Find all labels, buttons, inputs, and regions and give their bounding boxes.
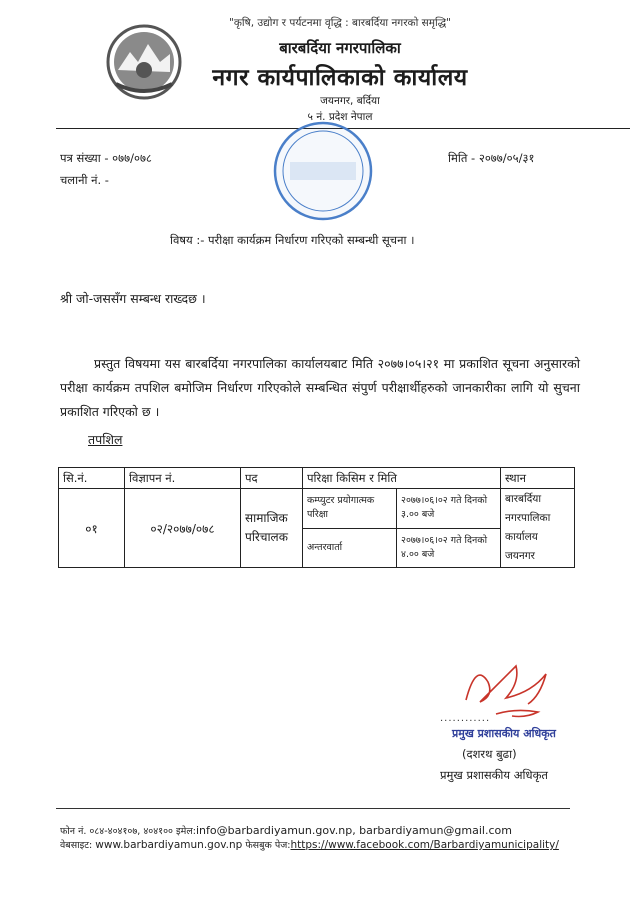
cell-venue: बारबर्दिया नगरपालिका कार्यालय जयनगर [501,489,575,568]
dispatch-number: चलानी नं. - [60,173,109,187]
footer-divider [56,808,570,809]
signatory-designation: प्रमुख प्रशासकीय अधिकृत [440,768,548,782]
office-name: नगर कार्यपालिकाको कार्यालय [212,65,468,91]
exam-schedule-table [58,467,575,568]
reference-number: पत्र संख्या - ०७७/०७८ [60,151,152,165]
cell-sn: ०१ [59,489,125,568]
header-exam-type-date: परिक्षा किसिम र मिति [303,468,501,489]
header-post: पद [241,468,303,489]
address-line-1: जयनगर, बर्दिया [320,95,380,107]
footer-contact [60,824,512,837]
designation-stamp: प्रमुख प्रशासकीय अधिकृत [452,727,556,740]
address-line-2: ५ नं. प्रदेश नेपाल [307,111,373,123]
signatory-name: (दशरथ बुढा) [462,747,517,761]
cell-exam2-date: २०७७।०६।०२ गते दिनको ४.०० बजे [397,528,501,568]
header-sn: सि.नं. [59,468,125,489]
footer-email-label: इमेल: [176,826,196,837]
table-row [59,489,575,529]
footer-phone: फोन नं. ०८४-४०४१०७, ४०४१०० [60,826,173,837]
table-header-row [59,468,575,489]
office-stamp [268,116,378,226]
notice-body: प्रस्तुत विषयमा यस बारबर्दिया नगरपालिका कार्यालयबाट मिति २०७७।०५।२१ मा प्रकाशित सूचना अनुसारको परीक्षा कार्यक्रम तपशिल बमोजिम निर्धारण गरिएकोले सम्बन्धित संपुर्ण परीक्षार्थीहरुको जानकारीका लागि यो सुचना प्रकाशित गरिएको छ । [60,356,580,419]
footer-web [60,838,559,851]
details-label: तपशिल [88,432,123,447]
motto: "कृषि, उद्योग र पर्यटनमा वृद्धि : बारबर्दिया नगरको समृद्धि" [229,17,451,29]
footer-facebook-link[interactable]: https://www.facebook.com/Barbardiyamunicipality/ [290,839,559,851]
footer-email[interactable]: info@barbardiyamun.gov.np, barbardiyamun@gmail.com [196,824,512,837]
header-venue: स्थान [501,468,575,489]
subject-line: विषय :- परीक्षा कार्यक्रम निर्धारण गरिएको सम्बन्धी सूचना । [170,233,415,247]
letter-date: मिति - २०७७/०५/३१ [448,151,535,165]
footer-website[interactable]: www.barbardiyamun.gov.np [95,839,243,851]
salutation: श्री जो-जससँग सम्बन्ध राख्दछ । [60,291,206,306]
cell-exam1-type: कम्प्युटर प्रयोगात्मक परिक्षा [303,489,397,529]
signature-dots: ............ [440,713,491,724]
cell-exam2-type: अन्तरवार्ता [303,528,397,568]
municipality-name: बारबर्दिया नगरपालिका [279,39,401,57]
footer-fb-label: फेसबुक पेज: [245,840,291,851]
header-ad-no: विज्ञापन नं. [125,468,241,489]
cell-ad-no: ०२/२०७७/०७८ [125,489,241,568]
cell-exam1-date: २०७७।०६।०२ गते दिनको ३.०० बजे [397,489,501,529]
footer-web-label: वेबसाइट: [60,840,93,851]
cell-post: सामाजिक परिचालक [241,489,303,568]
